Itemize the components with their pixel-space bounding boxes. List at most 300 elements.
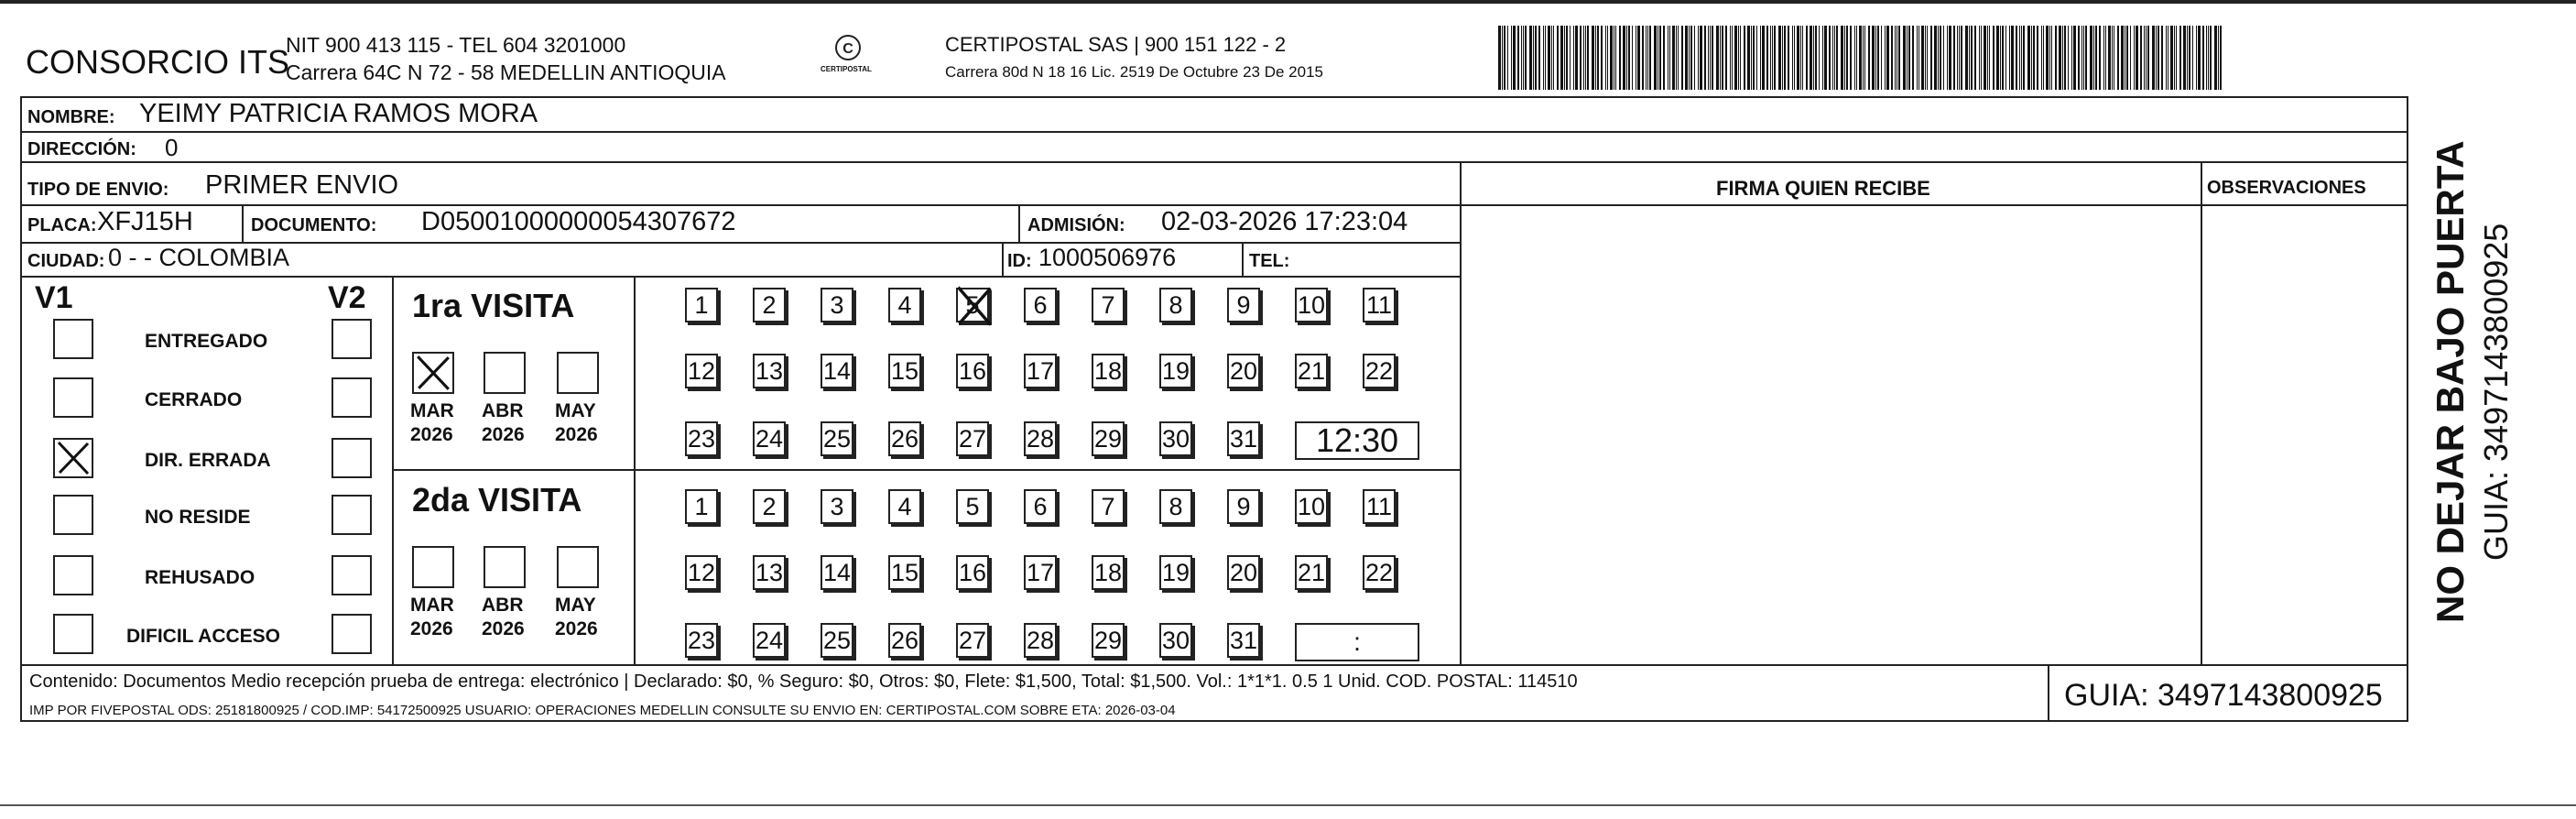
visit2-day-box[interactable] (956, 623, 989, 658)
visit1-day-box[interactable] (888, 354, 921, 388)
visit1-day-box[interactable] (821, 421, 853, 456)
footer-guia: GUIA: 3497143800925 (2064, 678, 2383, 713)
visit2-day-label: 28 (1026, 627, 1055, 654)
barcode-bar (2105, 26, 2106, 90)
barcode-bar (2078, 26, 2080, 90)
barcode-bar (2121, 26, 2124, 90)
barcode-bar (2033, 26, 2035, 90)
barcode-bar (2218, 26, 2219, 90)
visit2-day-box[interactable] (821, 489, 853, 524)
barcode-bar (2068, 26, 2069, 90)
barcode-bar (1615, 26, 1616, 90)
barcode-bar (2071, 26, 2072, 90)
barcode-bar (2093, 26, 2094, 90)
barcode-bar (2202, 26, 2204, 90)
col-rule (1002, 242, 1004, 276)
barcode-bar (2051, 26, 2052, 90)
visit2-day-label: 15 (890, 559, 919, 586)
barcode-bar (1557, 26, 1559, 90)
barcode-bar (1517, 26, 1519, 90)
barcode-bar (1649, 26, 1651, 90)
barcode-bar (1846, 26, 1848, 90)
v2-checkbox[interactable] (332, 377, 372, 418)
barcode (1498, 26, 2225, 90)
visit1-day-box[interactable] (1092, 421, 1125, 456)
barcode-bar (1959, 26, 1960, 90)
visit2-day-box[interactable] (956, 555, 989, 590)
barcode-bar (1704, 26, 1706, 90)
barcode-bar (1987, 26, 1988, 90)
barcode-bar (1529, 26, 1532, 90)
visit1-day-box[interactable] (1227, 288, 1260, 322)
barcode-bar (1543, 26, 1544, 90)
visit2-month-checkbox[interactable] (484, 546, 526, 588)
row-rule (392, 469, 1460, 471)
visit1-day-label: 26 (890, 425, 919, 453)
barcode-bar (2081, 26, 2082, 90)
barcode-bar (1585, 26, 1586, 90)
barcode-bar (1800, 26, 1801, 90)
barcode-bar (1605, 26, 1606, 90)
v2-checkbox[interactable] (332, 495, 372, 535)
v2-checkbox[interactable] (332, 438, 372, 478)
v1-checkbox[interactable] (53, 319, 93, 359)
barcode-bar (1794, 26, 1795, 90)
visit1-year-label: 2026 (410, 424, 453, 445)
barcode-bar (1521, 26, 1522, 90)
barcode-bar (2055, 26, 2057, 90)
barcode-bar (2179, 26, 2181, 90)
placa-value: XFJ15H (97, 207, 193, 236)
visit1-day-box[interactable] (1295, 354, 1328, 388)
barcode-bar (2161, 26, 2163, 90)
visit1-day-label: 2 (762, 291, 777, 319)
barcode-bar (1637, 26, 1640, 90)
barcode-bar (1949, 26, 1951, 90)
tel-label: TEL: (1249, 251, 1290, 271)
barcode-bar (1610, 26, 1613, 90)
barcode-bar (2019, 26, 2020, 90)
barcode-bar (1700, 26, 1702, 90)
barcode-bar (2183, 26, 2186, 90)
visit1-day-box[interactable] (753, 288, 786, 322)
barcode-bar (1560, 26, 1563, 90)
visit2-day-box[interactable] (753, 623, 786, 658)
barcode-bar (1623, 26, 1625, 90)
barcode-bar (1502, 26, 1503, 90)
barcode-bar (1918, 26, 1919, 90)
barcode-bar (2126, 26, 2128, 90)
barcode-bar (2156, 26, 2157, 90)
visit2-day-box[interactable] (1227, 623, 1260, 658)
barcode-bar (2009, 26, 2010, 90)
visit2-day-label: 2 (762, 493, 777, 520)
visit2-day-box[interactable] (753, 489, 786, 524)
barcode-bar (1979, 26, 1980, 90)
visit1-day-label: 4 (897, 291, 912, 319)
visit1-day-label: 16 (958, 357, 987, 385)
certipostal-logo (817, 33, 879, 79)
visit2-day-box[interactable] (1227, 555, 1260, 590)
col-rule (2201, 161, 2202, 664)
barcode-bar (1943, 26, 1944, 90)
visit1-day-box[interactable] (1159, 288, 1192, 322)
barcode-bar (1766, 26, 1768, 90)
barcode-bar (2023, 26, 2025, 90)
status-option-label: REHUSADO (145, 567, 255, 588)
visit2-day-label: 17 (1026, 559, 1055, 586)
visit1-day-box[interactable] (1227, 354, 1260, 388)
visit2-title: 2da VISITA (412, 481, 582, 519)
barcode-bar (1646, 26, 1647, 90)
visit2-day-label: 1 (694, 493, 709, 520)
visit2-month-checkbox[interactable] (557, 546, 599, 588)
visit1-day-label: 7 (1101, 291, 1115, 319)
visit2-day-box[interactable] (1092, 555, 1125, 590)
barcode-bar (1850, 26, 1852, 90)
barcode-bar (2112, 26, 2113, 90)
barcode-bar (2208, 26, 2209, 90)
visit2-day-label: 5 (965, 493, 980, 520)
admision-label: ADMISIÓN: (1027, 215, 1125, 235)
barcode-bar (1815, 26, 1817, 90)
barcode-bar (1689, 26, 1690, 90)
barcode-bar (1732, 26, 1733, 90)
barcode-bar (2083, 26, 2084, 90)
admision-value: 02-03-2026 17:23:04 (1161, 207, 1408, 236)
footer-imp: IMP POR FIVEPOSTAL ODS: 25181800925 / COD.IMP: 54172500925 USUARIO: OPERACIONES MEDELLIN CONSULTE SU ENVIO EN: CERTIPOSTAL.COM SOBRE ETA: 2026-03-04 (29, 703, 1176, 718)
visit1-day-label: 3 (830, 291, 844, 319)
barcode-bar (1993, 26, 1994, 90)
visit1-month-label: MAY (555, 400, 596, 421)
barcode-bar (1619, 26, 1621, 90)
visit1-day-box[interactable] (956, 421, 989, 456)
visit2-day-box[interactable] (1159, 623, 1192, 658)
visit2-day-box[interactable] (1159, 489, 1192, 524)
barcode-bar (1792, 26, 1793, 90)
barcode-bar (1961, 26, 1962, 90)
v1-checkbox[interactable] (53, 614, 93, 654)
barcode-bar (1953, 26, 1955, 90)
barcode-bar (1868, 26, 1870, 90)
visit1-day-box[interactable] (685, 288, 718, 322)
placa-label: PLACA: (27, 215, 97, 235)
row-rule (20, 161, 2408, 163)
visit2-day-box[interactable] (685, 555, 718, 590)
barcode-bar (2144, 26, 2145, 90)
barcode-bar (1575, 26, 1578, 90)
visit1-day-box[interactable] (685, 421, 718, 456)
visit1-day-label: 27 (958, 425, 987, 453)
barcode-bar (1938, 26, 1939, 90)
barcode-bar (1908, 26, 1910, 90)
row-rule (20, 131, 2408, 133)
barcode-bar (1744, 26, 1745, 90)
visit1-day-box[interactable] (888, 288, 921, 322)
visit1-day-box[interactable] (1363, 288, 1396, 322)
barcode-bar (2027, 26, 2030, 90)
visit2-day-box[interactable] (888, 555, 921, 590)
visit2-day-box[interactable] (1159, 555, 1192, 590)
barcode-bar (1504, 26, 1505, 90)
visit2-day-label: 29 (1093, 627, 1123, 654)
visit2-day-box[interactable] (753, 555, 786, 590)
visit2-month-label: ABR (482, 595, 524, 616)
visit1-day-box[interactable] (753, 421, 786, 456)
id-value: 1000506976 (1038, 244, 1177, 271)
visit2-day-box[interactable] (1024, 555, 1057, 590)
barcode-bar (1784, 26, 1786, 90)
visit2-day-box[interactable] (1092, 623, 1125, 658)
barcode-bar (1587, 26, 1589, 90)
barcode-bar (2196, 26, 2197, 90)
visit2-day-box[interactable] (821, 555, 853, 590)
barcode-bar (2005, 26, 2006, 90)
visit1-day-label: 20 (1229, 357, 1258, 385)
visit2-day-label: 16 (958, 559, 987, 586)
barcode-bar (1740, 26, 1741, 90)
footer-content: Contenido: Documentos Medio recepción prueba de entrega: electrónico | Declarado: $0, % Seguro: $0, Otros: $0, Flete: $1,500, Total: $1,500. Vol.: 1*1*1. 0.5 1 Unid. COD. POSTAL: 114510 (29, 672, 1578, 692)
documento-value: D05001000000054307672 (421, 207, 736, 236)
barcode-bar (1863, 26, 1864, 90)
barcode-bar (2152, 26, 2155, 90)
barcode-bar (2090, 26, 2092, 90)
visit1-day-box[interactable] (1024, 354, 1057, 388)
barcode-bar (1725, 26, 1727, 90)
visit1-day-box[interactable] (1227, 421, 1260, 456)
barcode-bar (1708, 26, 1709, 90)
v1-checkbox[interactable] (53, 377, 93, 418)
barcode-bar (1533, 26, 1534, 90)
visit1-day-box[interactable] (1159, 421, 1192, 456)
visit1-day-box[interactable] (1024, 288, 1057, 322)
barcode-bar (1875, 26, 1876, 90)
v1-checkbox[interactable] (53, 555, 93, 595)
v1-checkbox[interactable] (53, 438, 93, 478)
barcode-bar (1753, 26, 1755, 90)
visit1-day-label: 5 (965, 291, 980, 319)
visit1-day-box[interactable] (753, 354, 786, 388)
barcode-bar (2170, 26, 2173, 90)
visit2-day-box[interactable] (1024, 489, 1057, 524)
row-rule (20, 276, 1460, 278)
visit1-day-box[interactable] (685, 354, 718, 388)
side-notice: NO DEJAR BAJO PUERTA (2429, 140, 2472, 623)
visit2-day-label: 14 (822, 559, 852, 586)
visit2-year-label: 2026 (555, 618, 598, 639)
barcode-bar (1895, 26, 1896, 90)
col-rule (1018, 204, 1020, 242)
barcode-bar (1592, 26, 1594, 90)
visit1-day-label: 6 (1033, 291, 1048, 319)
barcode-bar (1981, 26, 1982, 90)
barcode-bar (1881, 26, 1882, 90)
barcode-bar (2073, 26, 2076, 90)
visit2-day-box[interactable] (1363, 489, 1396, 524)
visit2-day-box[interactable] (685, 489, 718, 524)
visit1-day-box[interactable] (1363, 354, 1396, 388)
barcode-bar (1548, 26, 1550, 90)
barcode-bar (1676, 26, 1677, 90)
visit1-month-checkbox[interactable] (484, 352, 526, 394)
visit1-day-box[interactable] (956, 288, 989, 322)
barcode-bar (1553, 26, 1554, 90)
barcode-bar (1907, 26, 1908, 90)
barcode-bar (2049, 26, 2050, 90)
barcode-bar (1760, 26, 1761, 90)
barcode-bar (1782, 26, 1783, 90)
barcode-bar (1925, 26, 1926, 90)
barcode-bar (1669, 26, 1670, 90)
barcode-bar (2140, 26, 2142, 90)
visit2-day-box[interactable] (888, 489, 921, 524)
barcode-bar (2189, 26, 2190, 90)
visit1-day-label: 18 (1093, 357, 1123, 385)
barcode-bar (1989, 26, 1990, 90)
nombre-value: YEIMY PATRICIA RAMOS MORA (139, 99, 538, 128)
visit1-month-label: MAR (410, 400, 454, 421)
barcode-bar (1885, 26, 1886, 90)
barcode-bar (1813, 26, 1814, 90)
barcode-bar (1607, 26, 1608, 90)
v2-checkbox[interactable] (332, 555, 372, 595)
status-option-label: ENTREGADO (145, 331, 268, 352)
documento-label: DOCUMENTO: (251, 215, 377, 235)
bottom-rule (0, 804, 2576, 806)
v1-header: V1 (35, 280, 73, 315)
barcode-bar (1927, 26, 1928, 90)
v1-checkbox[interactable] (53, 495, 93, 535)
barcode-bar (1872, 26, 1875, 90)
visit2-day-label: 7 (1101, 493, 1115, 520)
visit2-day-box[interactable] (956, 489, 989, 524)
visit2-day-label: 30 (1161, 627, 1190, 654)
visit2-year-label: 2026 (482, 618, 525, 639)
barcode-bar (2158, 26, 2159, 90)
barcode-bar (2000, 26, 2001, 90)
barcode-bar (1877, 26, 1879, 90)
barcode-bar (1738, 26, 1739, 90)
barcode-bar (2099, 26, 2101, 90)
visit2-day-box[interactable] (1295, 555, 1328, 590)
visit2-day-box[interactable] (685, 623, 718, 658)
v2-checkbox[interactable] (332, 319, 372, 359)
barcode-bar (1659, 26, 1661, 90)
visit1-day-box[interactable] (1092, 354, 1125, 388)
visit2-time-box[interactable]: : (1295, 623, 1419, 661)
visit1-year-label: 2026 (555, 424, 598, 445)
visit1-day-label: 21 (1297, 357, 1326, 385)
barcode-bar (1525, 26, 1527, 90)
barcode-bar (2174, 26, 2175, 90)
barcode-bar (2214, 26, 2217, 90)
visit1-day-label: 30 (1161, 425, 1190, 453)
barcode-bar (1580, 26, 1581, 90)
visit1-day-label: 23 (687, 425, 716, 453)
barcode-bar (2064, 26, 2066, 90)
visit2-day-box[interactable] (888, 623, 921, 658)
visit1-day-box[interactable] (821, 288, 853, 322)
direccion-value: 0 (165, 134, 179, 161)
visit1-month-checkbox[interactable] (557, 352, 599, 394)
barcode-bar (1822, 26, 1823, 90)
status-option-label: NO RESIDE (145, 507, 251, 528)
visit2-month-checkbox[interactable] (412, 546, 454, 588)
barcode-bar (2059, 26, 2061, 90)
col-rule (1460, 161, 1462, 664)
v2-header: V2 (328, 280, 366, 315)
barcode-bar (2146, 26, 2147, 90)
visit1-day-box[interactable] (1024, 421, 1057, 456)
visit1-day-box[interactable] (1295, 288, 1328, 322)
visit2-day-box[interactable] (1024, 623, 1057, 658)
svg-text:C: C (842, 41, 853, 57)
barcode-bar (1642, 26, 1644, 90)
barcode-bar (2134, 26, 2135, 90)
visit2-day-label: 10 (1297, 493, 1326, 520)
visit2-day-box[interactable] (1363, 555, 1396, 590)
status-option-label: DIR. ERRADA (145, 450, 271, 471)
visit1-day-box[interactable] (821, 354, 853, 388)
status-option-label: CERRADO (145, 389, 243, 410)
barcode-bar (1957, 26, 1958, 90)
barcode-bar (1663, 26, 1665, 90)
visit1-day-box[interactable] (956, 354, 989, 388)
barcode-bar (1498, 26, 1501, 90)
barcode-bar (2166, 26, 2167, 90)
visit2-day-label: 12 (687, 559, 716, 586)
visit2-day-box[interactable] (821, 623, 853, 658)
barcode-bar (1778, 26, 1781, 90)
company-nit-tel: NIT 900 413 115 - TEL 604 3201000 (286, 33, 626, 57)
barcode-bar (1774, 26, 1776, 90)
col-rule (392, 276, 394, 664)
col-rule (1242, 242, 1244, 276)
ciudad-value: 0 - - COLOMBIA (108, 244, 290, 271)
barcode-bar (1917, 26, 1918, 90)
barcode-bar (1762, 26, 1765, 90)
visit1-month-checkbox[interactable] (412, 352, 454, 394)
barcode-bar (1996, 26, 1999, 90)
visit1-day-label: 9 (1236, 291, 1251, 319)
col-rule (2048, 664, 2049, 722)
visit1-day-box[interactable] (888, 421, 921, 456)
barcode-bar (1834, 26, 1835, 90)
barcode-bar (1806, 26, 1808, 90)
barcode-bar (1898, 26, 1900, 90)
visit2-day-box[interactable] (1295, 489, 1328, 524)
barcode-bar (1716, 26, 1719, 90)
visit1-time-box[interactable]: 12:30 (1295, 421, 1419, 460)
courier-license: Carrera 80d N 18 16 Lic. 2519 De Octubre 23 De 2015 (945, 63, 1323, 81)
company-name: CONSORCIO ITS (26, 43, 290, 81)
barcode-bar (1971, 26, 1973, 90)
visit1-day-box[interactable] (1092, 288, 1125, 322)
barcode-bar (1891, 26, 1893, 90)
barcode-bar (1772, 26, 1773, 90)
visit2-day-box[interactable] (1227, 489, 1260, 524)
visit2-day-box[interactable] (1092, 489, 1125, 524)
barcode-bar (2095, 26, 2097, 90)
barcode-bar (1730, 26, 1731, 90)
direccion-label: DIRECCIÓN: (27, 139, 136, 159)
barcode-bar (1681, 26, 1683, 90)
visit1-day-box[interactable] (1159, 354, 1192, 388)
v2-checkbox[interactable] (332, 614, 372, 654)
visit2-day-label: 31 (1229, 627, 1258, 654)
visit1-month-label: ABR (482, 400, 524, 421)
barcode-bar (1551, 26, 1552, 90)
